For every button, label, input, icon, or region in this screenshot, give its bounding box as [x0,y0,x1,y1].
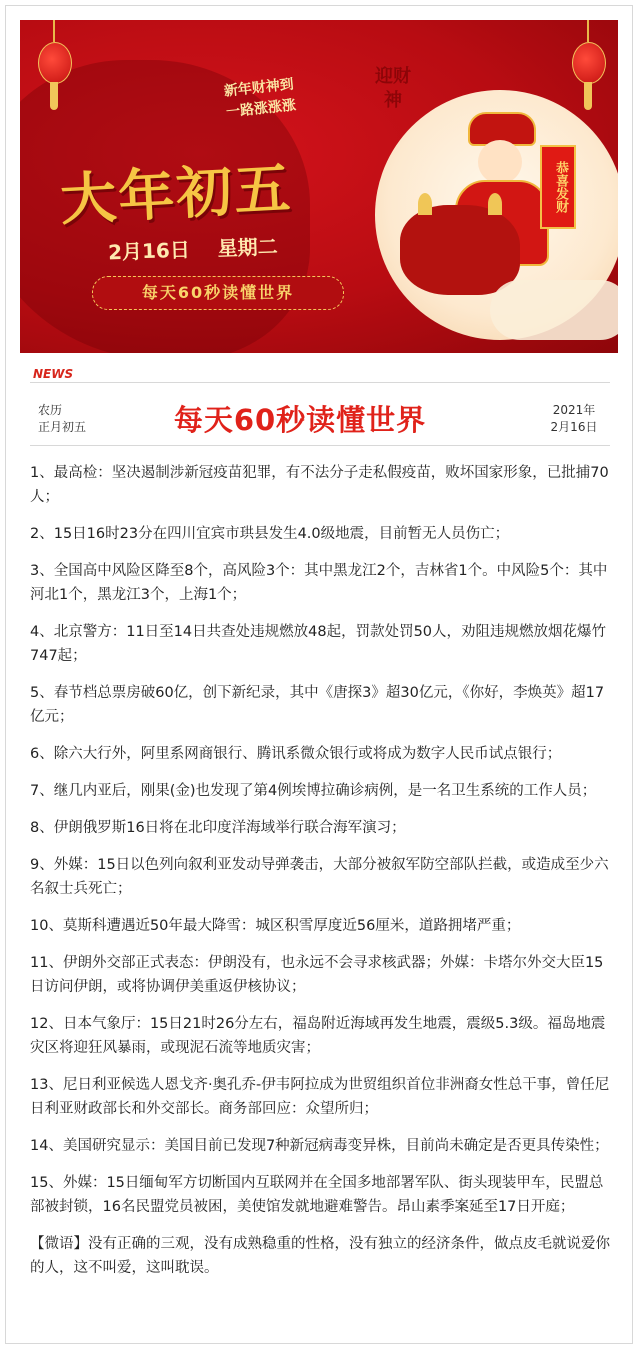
news-item: 13、尼日利亚候选人恩戈齐·奥孔乔-伊韦阿拉成为世贸组织首位非洲裔女性总干事，曾任尼日利亚财政部长和外交部长。商务部回应：众望所归； [30,1077,610,1117]
lunar-date [38,402,86,436]
banner-pill: 每天60秒读懂世界 [92,276,344,310]
cloud-decoration [490,280,618,340]
yingcaishen-text: 迎财神 [375,66,411,111]
news-item: 2、15日16时23分在四川宜宾市珙县发生4.0级地震，目前暂无人员伤亡； [30,526,510,542]
gregorian-date-line1: 2021年 [552,403,596,417]
banner-slogan-line2: 一路涨涨涨 [225,97,297,121]
banner-title: 大年初五 [58,155,294,234]
news-item: 14、美国研究显示：美国目前已发现7种新冠病毒变异株，目前尚未确定是否更具传染性； [30,1138,609,1154]
banner-weekday: 星期二 [217,234,279,261]
news-item: 11、伊朗外交部正式表态：伊朗没有，也永远不会寻求核武器；外媒：卡塔尔外交大臣15日访问伊朗，或将协调伊美重返伊核协议； [30,955,604,995]
news-item: 5、春节档总票房破60亿，创下新纪录，其中《唐探3》超30亿元，《你好，李焕英》超17亿元； [30,685,605,725]
news-list [30,461,614,1295]
divider [30,445,610,446]
news-item: 10、莫斯科遭遇近50年最大降雪：城区积雪厚度近56厘米，道路拥堵严重； [30,918,521,934]
lantern-icon [568,20,608,120]
news-label: NEWS [33,367,74,381]
page-title: 每天60秒读懂世界 [173,403,427,437]
lunar-date-line2: 正月初五 [38,420,87,434]
news-item: 3、全国高中风险区降至8个，高风险3个：其中黑龙江2个，吉林省1个。中风险5个：其中河北1个，黑龙江3个，上海1个； [30,563,608,603]
news-item: 9、外媒：15日以色列向叙利亚发动导弹袭击，大部分被叙军防空部队拦截，或造成至少六名叙士兵死亡； [30,857,609,897]
banner-date-text: 2月16日 [107,237,191,265]
news-item: 8、伊朗俄罗斯16日将在北印度洋海域举行联合海军演习； [30,820,406,836]
gregorian-date [538,402,610,436]
news-item: 15、外媒：15日缅甸军方切断国内互联网并在全国多地部署军队、街头现装甲车，民盟总部被封锁，16名民盟党员被困，美使馆发就地避难警告。昂山素季案延至17日开庭； [30,1175,604,1215]
weiyu-quote: 【微语】没有正确的三观，没有成熟稳重的性格，没有独立的经济条件，做点皮毛就说爱你的人，这不叫爱，这叫耽误。 [30,1236,610,1276]
gongxi-facai-scroll: 恭喜发财 [540,145,576,229]
banner-slogan-line1: 新年财神到 [223,76,295,100]
header-banner-image [20,20,618,353]
ox-figure [400,205,520,295]
news-item: 6、除六大行外，阿里系网商银行、腾讯系微众银行或将成为数字人民币试点银行； [30,746,562,762]
news-item: 4、北京警方：11日至14日共查处违规燃放48起，罚款处罚50人，劝阻违规燃放烟花爆竹747起； [30,624,607,664]
lantern-icon [34,20,74,120]
gregorian-date-line2: 2月16日 [550,420,598,434]
news-item: 1、最高检：坚决遏制涉新冠疫苗犯罪，有不法分子走私假疫苗，败坏国家形象，已批捕70人； [30,465,609,505]
lunar-date-line1: 农历 [38,403,63,417]
news-item: 12、日本气象厅：15日21时26分左右，福岛附近海域再发生地震，震级5.3级。福岛地震灾区将迎狂风暴雨，或现泥石流等地质灾害； [30,1016,606,1056]
divider [30,382,610,383]
news-item: 7、继几内亚后，刚果(金)也发现了第4例埃博拉确诊病例，是一名卫生系统的工作人员； [30,783,597,799]
